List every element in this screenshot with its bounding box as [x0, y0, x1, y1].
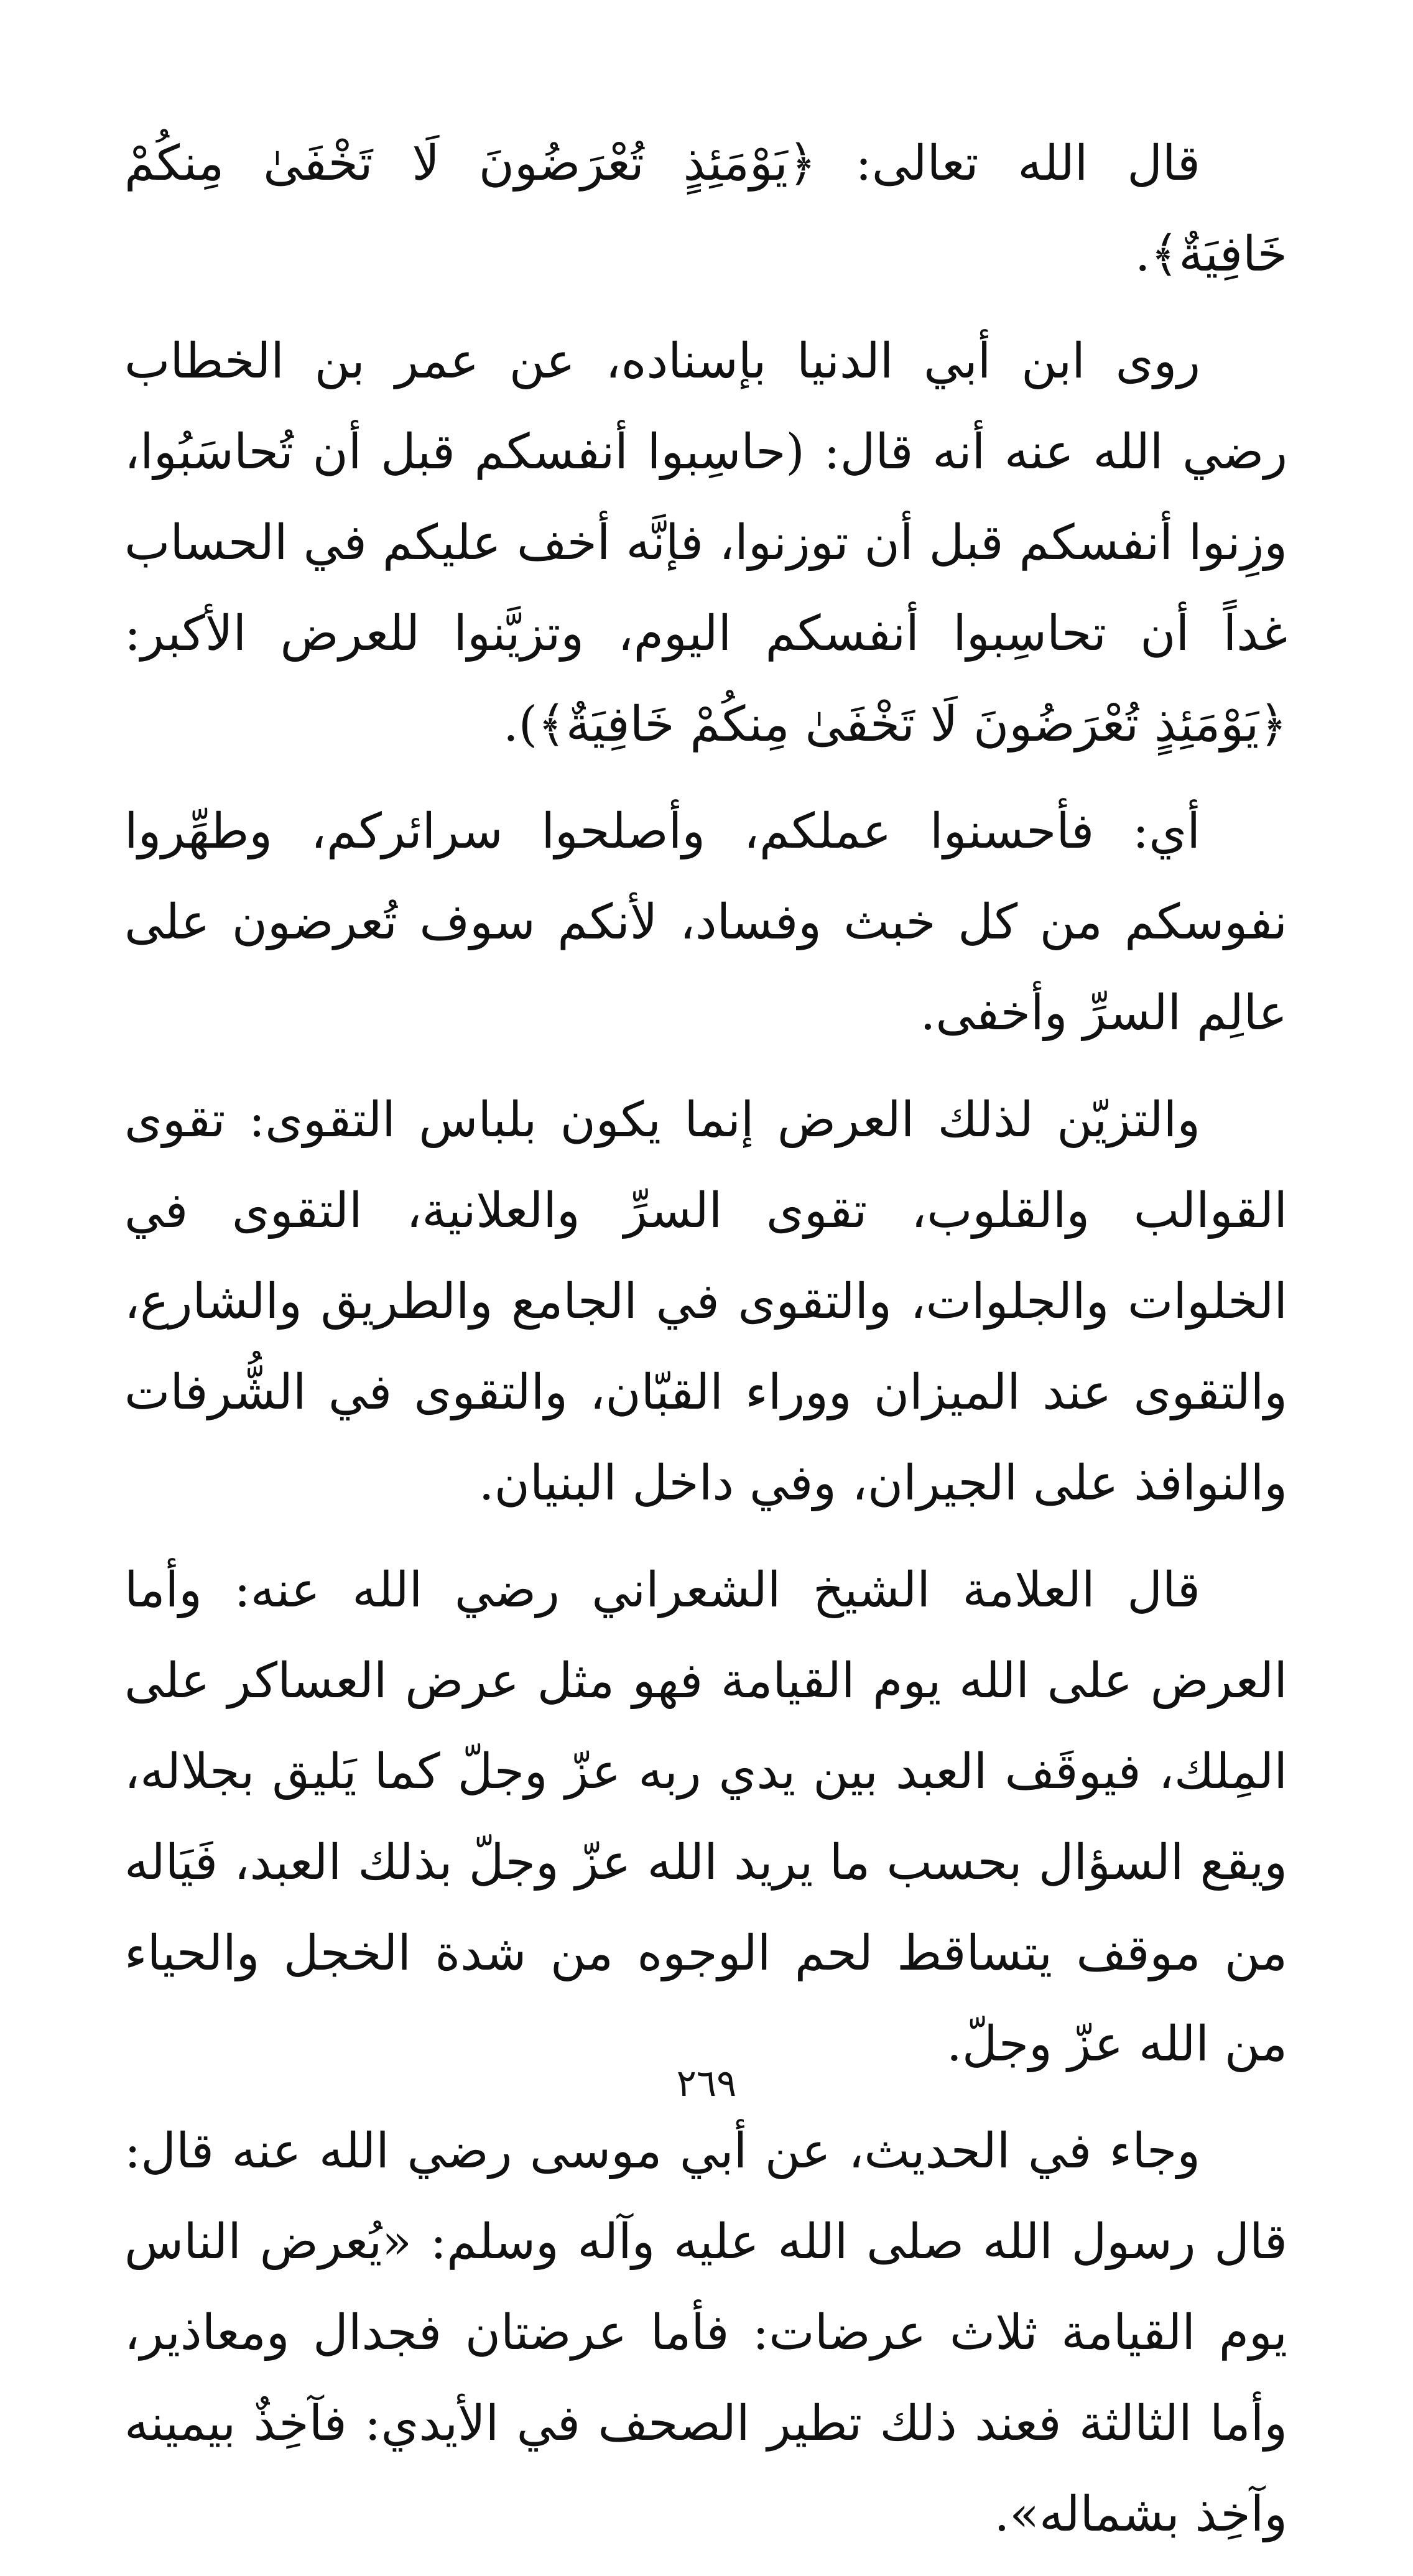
quran-verse-paragraph: قال الله تعالى: ﴿يَوْمَئِذٍ تُعْرَضُونَ لَا تَخْفَىٰ مِنكُمْ خَافِيَةٌ﴾.: [124, 136, 1287, 282]
umar-narration-paragraph: روى ابن أبي الدنيا بإسناده، عن عمر بن الخطاب رضي الله عنه أنه قال: (حاسِبوا أنفسكم قبل أن تُحاسَبُوا، وزِنوا أنفسكم قبل أن توزنوا، فإنَّه أخف عليكم في الحساب غداً أن تحاسِبوا أنفسكم اليوم، وتزيَّنوا للعرض الأكبر: ﴿يَوْمَئِذٍ تُعْرَضُونَ لَا تَخْفَىٰ مِنكُمْ خَافِيَةٌ﴾).: [124, 333, 1287, 753]
hadith-paragraph: وجاء في الحديث، عن أبي موسى رضي الله عنه قال: قال رسول الله صلى الله عليه وآله وسلم: «يُعرض الناس يوم القيامة ثلاث عرضات: فأما عرضتان فجدال ومعاذير، وأما الثالثة فعند ذلك تطير الصحف في الأيدي: فآخِذٌ بيمينه وآخِذ بشماله».: [124, 2123, 1287, 2542]
page-number: ٢٦٩: [676, 2062, 737, 2105]
explanation-paragraph: أي: فأحسنوا عملكم، وأصلحوا سرائركم، وطهِّروا نفوسكم من كل خبث وفساد، لأنكم سوف تُعرضون على عالِم السرِّ وأخفى.: [124, 804, 1287, 1041]
page-body: [124, 118, 1287, 2576]
shaarani-paragraph: قال العلامة الشيخ الشعراني رضي الله عنه: وأما العرض على الله يوم القيامة فهو مثل عرض العساكر على المِلك، فيوقَف العبد بين يدي ربه عزّ وجلّ كما يَليق بجلاله، ويقع السؤال بحسب ما يريد الله عزّ وجلّ بذلك العبد، فَيَاله من موقف يتساقط لحم الوجوه من شدة الخجل والحياء من الله عزّ وجلّ.: [124, 1562, 1287, 2072]
taqwa-paragraph: والتزيّن لذلك العرض إنما يكون بلباس التقوى: تقوى القوالب والقلوب، تقوى السرِّ والعلانية، التقوى في الخلوات والجلوات، والتقوى في الجامع والطريق والشارع، والتقوى عند الميزان ووراء القبّان، والتقوى في الشُّرفات والنوافذ على الجيران، وفي داخل البنيان.: [124, 1092, 1287, 1511]
